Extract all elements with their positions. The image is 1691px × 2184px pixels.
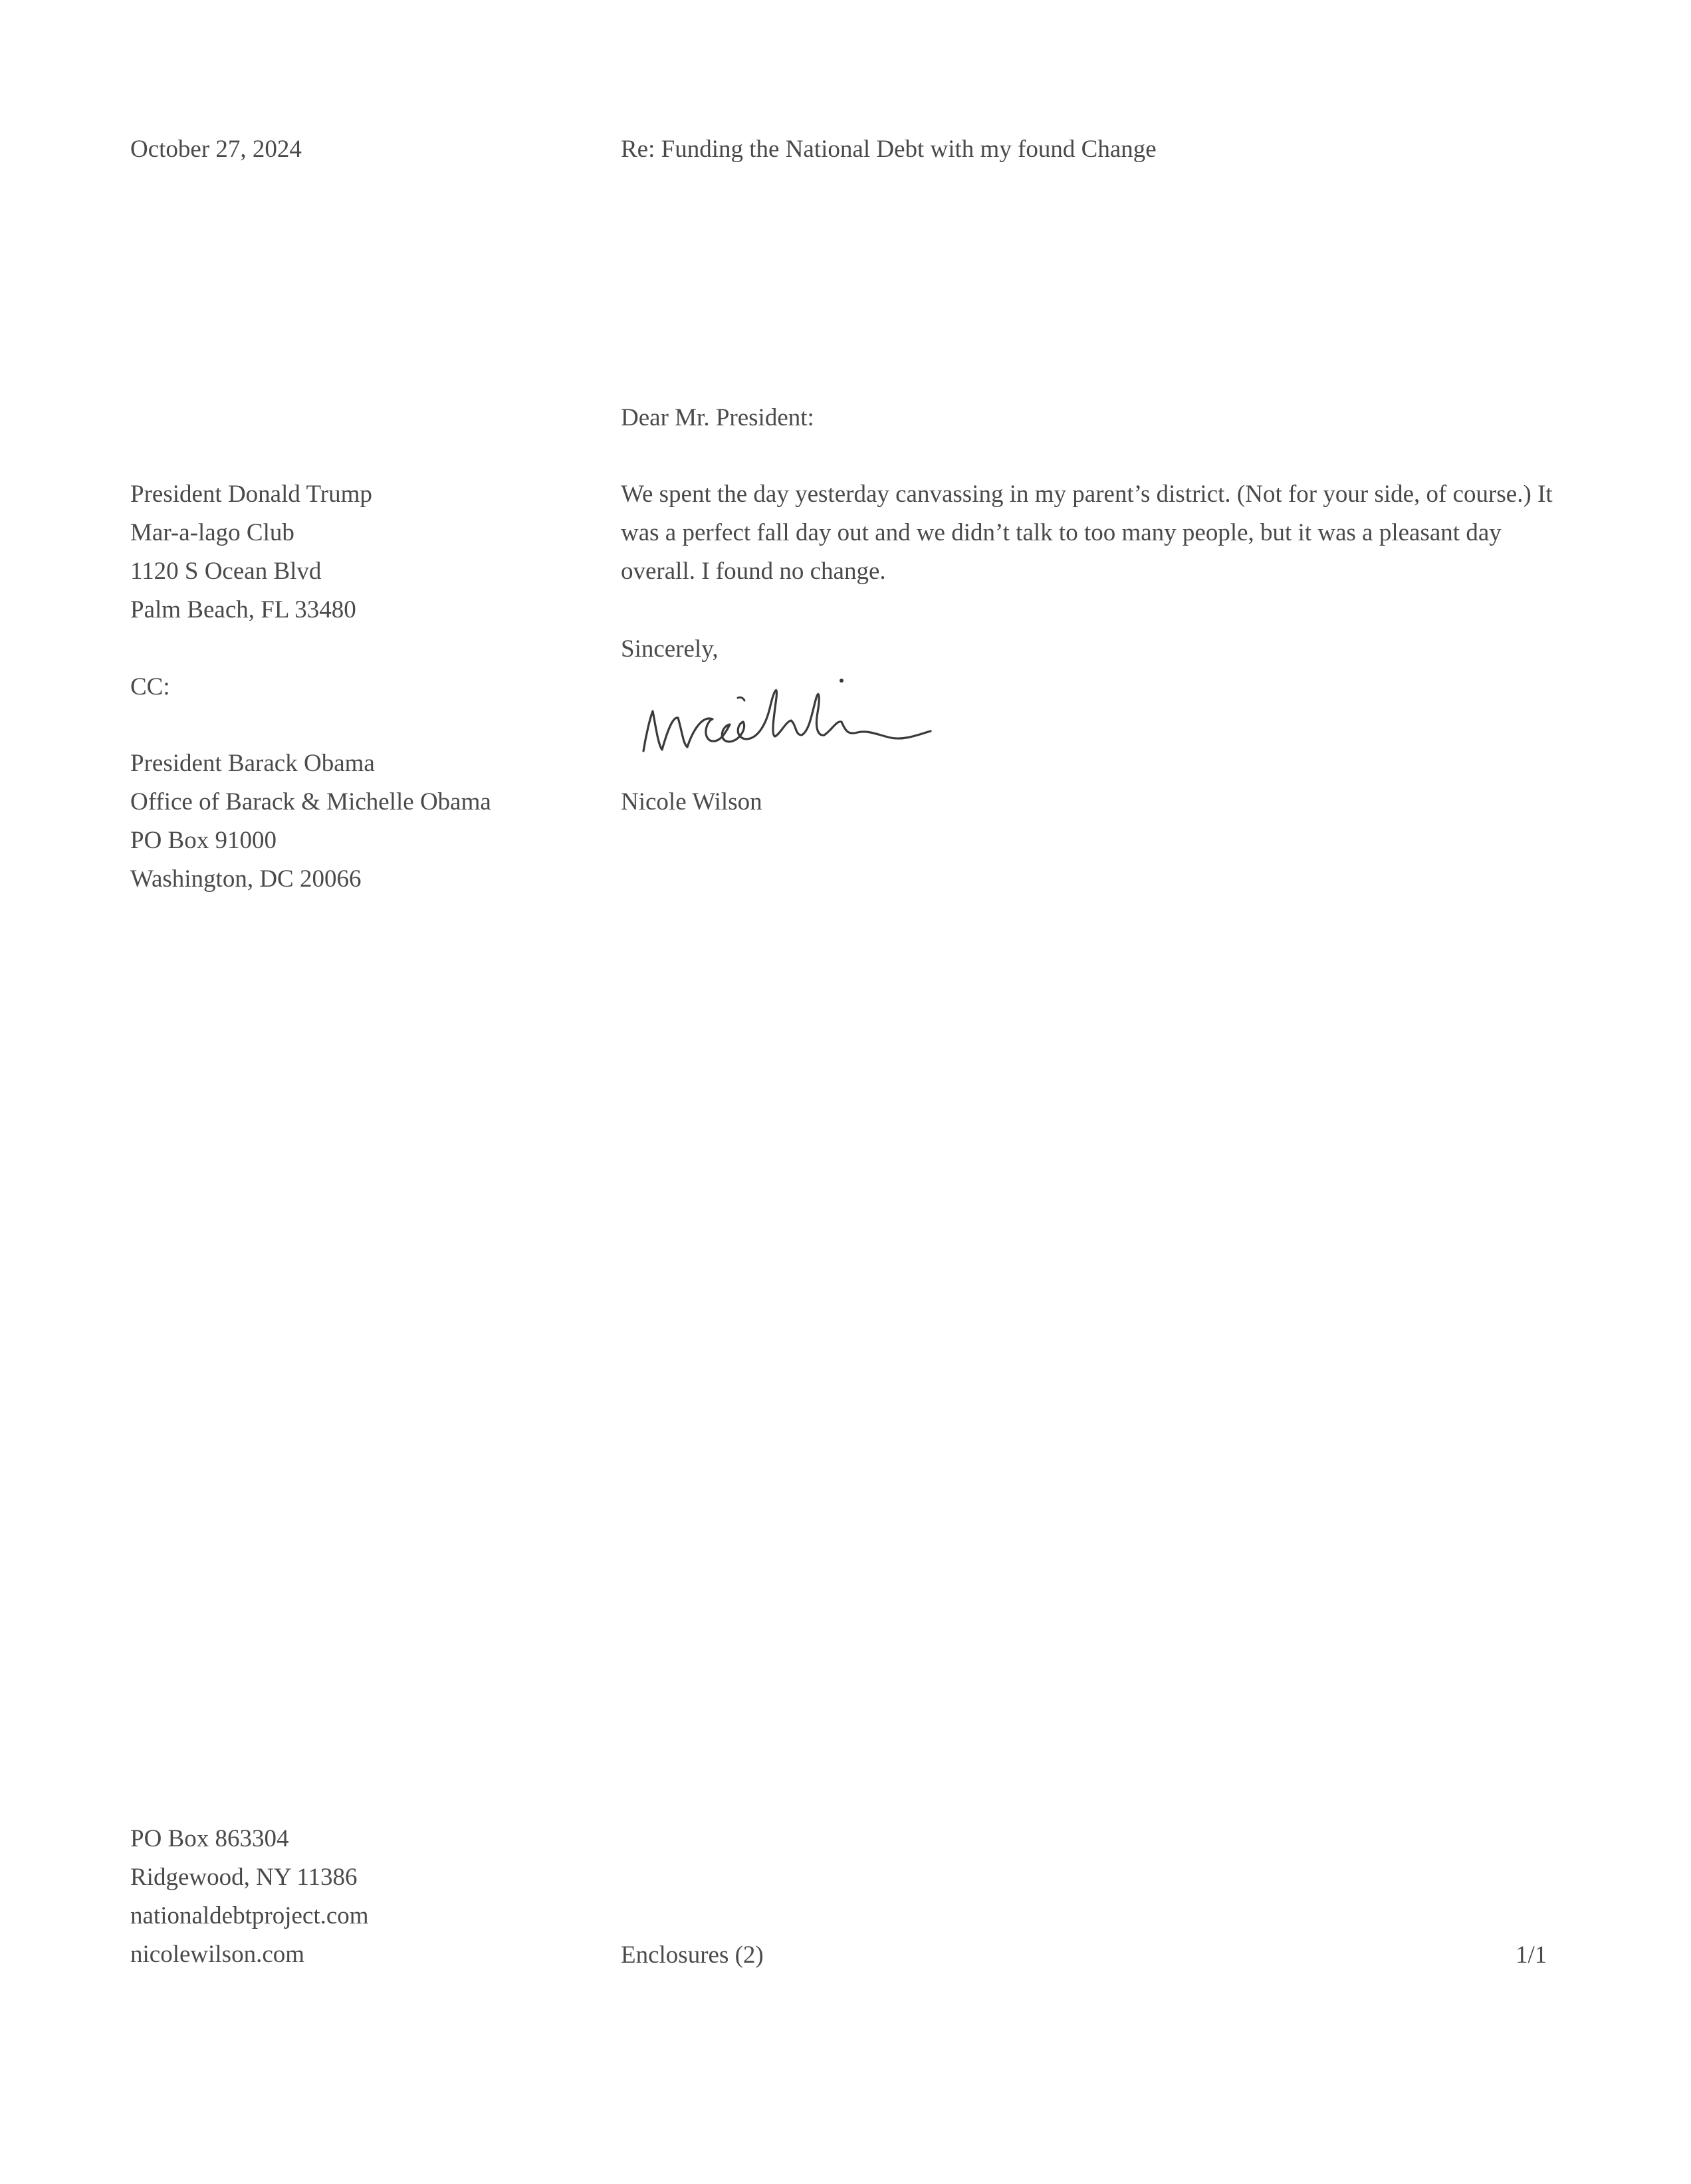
svg-text:Nicole: Nicole: [638, 671, 640, 672]
sender-website: nationaldebtproject.com: [130, 1902, 369, 1929]
sender-website: nicolewilson.com: [130, 1941, 305, 1968]
cc-line: PO Box 91000: [130, 827, 277, 854]
recipient-line: Palm Beach, FL 33480: [130, 596, 356, 623]
enclosures-note: Enclosures (2): [621, 1941, 764, 1969]
sender-line: PO Box 863304: [130, 1825, 289, 1852]
recipient-line: Mar-a-lago Club: [130, 519, 294, 546]
signature: [638, 671, 944, 764]
cc-line: Office of Barack & Michelle Obama: [130, 788, 491, 816]
sender-line: Ridgewood, NY 11386: [130, 1864, 358, 1891]
cc-line: Washington, DC 20066: [130, 865, 362, 893]
letter-subject: Re: Funding the National Debt with my found Change: [621, 136, 1157, 163]
page-number: 1/1: [1516, 1941, 1547, 1969]
recipient-address: [130, 475, 372, 629]
signer-name: Nicole Wilson: [621, 788, 762, 816]
recipient-line: President Donald Trump: [130, 481, 372, 508]
salutation: Dear Mr. President:: [621, 404, 814, 431]
sender-address: [130, 1820, 369, 1974]
recipient-line: 1120 S Ocean Blvd: [130, 558, 322, 585]
cc-address: [130, 744, 491, 899]
cc-line: President Barack Obama: [130, 750, 375, 777]
cc-label: CC:: [130, 673, 170, 701]
letter-date: October 27, 2024: [130, 136, 302, 163]
closing: Sincerely,: [621, 635, 719, 663]
letter-body: We spent the day yesterday canvassing in my parent’s district. (Not for your side, of course.) It was a perfect fall day out and we didn’t talk to too many people, but it was a pleasant day overall. I found no change.: [621, 481, 1553, 585]
